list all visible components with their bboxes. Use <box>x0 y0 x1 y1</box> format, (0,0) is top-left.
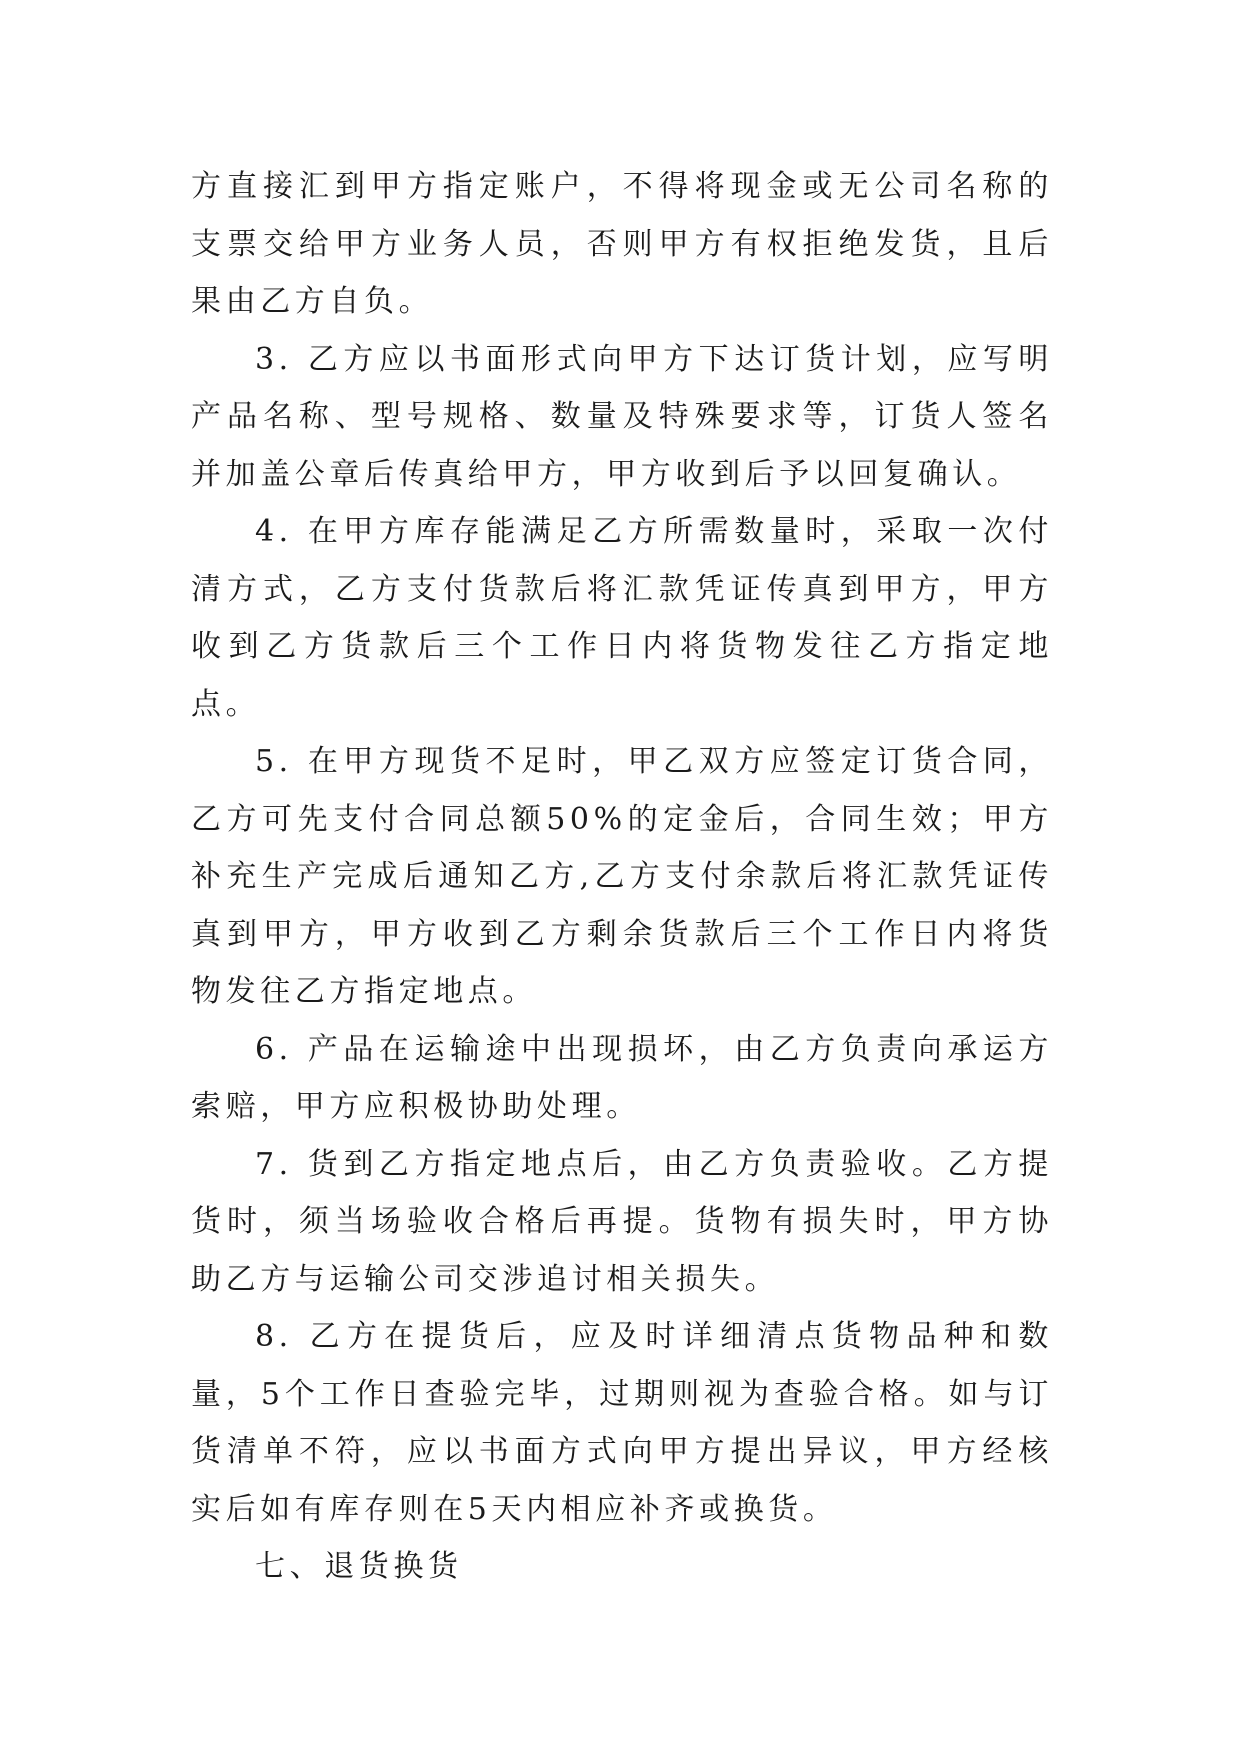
paragraph-clause-3: 3. 乙方应以书面形式向甲方下达订货计划，应写明产品名称、型号规格、数量及特殊要求等，订货人签名并加盖公章后传真给甲方，甲方收到后予以回复确认。 <box>191 341 1053 492</box>
paragraph-clause-5: 5. 在甲方现货不足时，甲乙双方应签定订货合同，乙方可先支付合同总额50%的定金后，合同生效；甲方补充生产完成后通知乙方,乙方支付余款后将汇款凭证传真到甲方，甲方收到乙方剩余货款后三个工作日内将货物发往乙方指定地点。 <box>191 744 1053 1009</box>
paragraph-clause-7: 7. 货到乙方指定地点后，由乙方负责验收。乙方提货时，须当场验收合格后再提。货物有损失时，甲方协助乙方与运输公司交涉追讨相关损失。 <box>191 1146 1053 1297</box>
section-heading-returns: 七、退货换货 <box>255 1549 463 1584</box>
paragraph-payment-continuation: 方直接汇到甲方指定账户，不得将现金或无公司名称的支票交给甲方业务人员，否则甲方有权拒绝发货，且后果由乙方自负。 <box>191 169 1053 319</box>
document-body <box>191 158 1053 1596</box>
paragraph-clause-8: 8. 乙方在提货后，应及时详细清点货物品种和数量，5个工作日查验完毕，过期则视为查验合格。如与订货清单不符，应以书面方式向甲方提出异议，甲方经核实后如有库存则在5天内相应补齐或换货。 <box>191 1319 1053 1527</box>
paragraph-clause-6: 6. 产品在运输途中出现损坏，由乙方负责向承运方索赔，甲方应积极协助处理。 <box>191 1031 1053 1124</box>
paragraph-clause-4: 4. 在甲方库存能满足乙方所需数量时，采取一次付清方式，乙方支付货款后将汇款凭证传真到甲方，甲方收到乙方货款后三个工作日内将货物发往乙方指定地点。 <box>191 514 1053 722</box>
